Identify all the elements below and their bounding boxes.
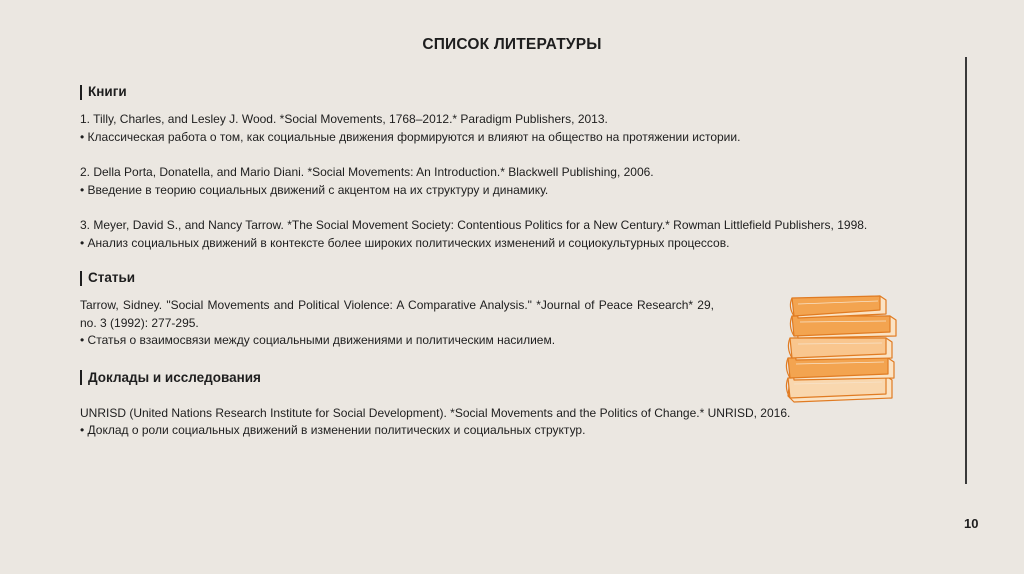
book-entry-1: [80, 111, 925, 146]
section-heading-label: Доклады и исследования: [88, 369, 261, 385]
citation: 2. Della Porta, Donatella, and Mario Diani. *Social Movements: An Introduction.* Blackwell Publishing, 2006.: [80, 165, 654, 179]
report-entry-1: [80, 405, 925, 440]
section-heading-label: Статьи: [88, 270, 136, 285]
vertical-divider: [965, 57, 967, 484]
heading-bar: [80, 85, 82, 100]
citation: 1. Tilly, Charles, and Lesley J. Wood. *Social Movements, 1768–2012.* Paradigm Publishers, 2013.: [80, 112, 608, 126]
section-heading-articles: [80, 269, 925, 287]
page-number: 10: [964, 516, 979, 531]
section-heading-label: Книги: [88, 84, 127, 99]
book-entry-2: [80, 164, 925, 199]
annotation: • Введение в теорию социальных движений с акцентом на их структуру и динамику.: [80, 182, 549, 197]
citation: UNRISD (United Nations Research Institute for Social Development). *Social Movements and the Politics of Change.* UNRISD, 2016.: [80, 405, 791, 420]
annotation: • Доклад о роли социальных движений в изменении политических и социальных структур.: [80, 423, 586, 437]
citation: Tarrow, Sidney. "Social Movements and Political Violence: A Comparative Analysis." *Journal of Peace Research* 29, no. 3 (1992): 277-295.: [80, 298, 714, 330]
annotation: • Анализ социальных движений в контексте более широких политических изменений и социокультурных процессов.: [80, 235, 730, 250]
annotation: • Классическая работа о том, как социальные движения формируются и влияют на общество на протяжении истории.: [80, 129, 741, 144]
book-stack-icon: [782, 292, 900, 406]
heading-bar: [80, 271, 82, 286]
book-entry-3: [80, 217, 925, 252]
slide-title: СПИСОК ЛИТЕРАТУРЫ: [422, 36, 602, 53]
citation: 3. Meyer, David S., and Nancy Tarrow. *The Social Movement Society: Contentious Politics for a New Century.* Rowman Littlefield Publishers, 1998.: [80, 218, 868, 232]
section-heading-books: [80, 83, 925, 101]
annotation: • Статья о взаимосвязи между социальными движениями и политическим насилием.: [80, 333, 556, 347]
heading-bar: [80, 370, 82, 385]
